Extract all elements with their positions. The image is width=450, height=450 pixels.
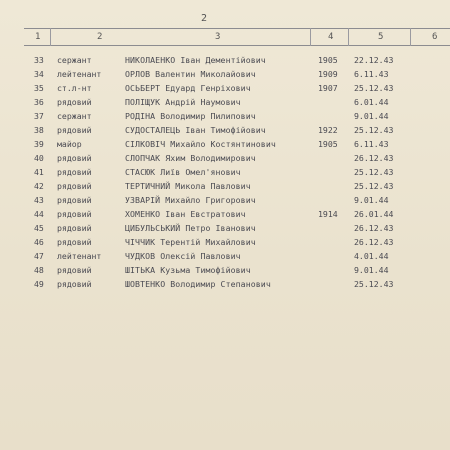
row-year: 1922 <box>318 125 338 135</box>
row-rank: сержант <box>57 55 92 65</box>
page-number: 2 <box>201 13 208 24</box>
column-divider <box>50 28 51 46</box>
row-rank: рядовий <box>57 97 92 107</box>
row-name: СЛОПЧАК Яхим Володимирович <box>125 153 256 163</box>
row-name: СТАСЮК Лиїв Омел'янович <box>125 167 241 177</box>
row-date: 6.11.43 <box>354 139 389 149</box>
table-row <box>0 123 450 138</box>
row-name: ОРЛОВ Валентин Миколайович <box>125 69 256 79</box>
row-rank: сержант <box>57 111 92 121</box>
row-number: 40 <box>34 153 44 163</box>
row-number: 49 <box>34 279 44 289</box>
table-row <box>0 207 450 222</box>
table-row <box>0 179 450 194</box>
row-number: 43 <box>34 195 44 205</box>
row-date: 6.11.43 <box>354 69 389 79</box>
table-row <box>0 193 450 208</box>
column-divider <box>348 28 349 46</box>
row-rank: майор <box>57 139 82 149</box>
row-rank: рядовий <box>57 195 92 205</box>
table-row <box>0 95 450 110</box>
header-top-rule <box>24 28 450 29</box>
table-row <box>0 109 450 124</box>
row-date: 25.12.43 <box>354 125 394 135</box>
header-col-5: 5 <box>378 32 384 42</box>
table-row <box>0 235 450 250</box>
row-date: 22.12.43 <box>354 55 394 65</box>
row-number: 48 <box>34 265 44 275</box>
row-date: 26.01.44 <box>354 209 394 219</box>
table-row <box>0 249 450 264</box>
row-number: 34 <box>34 69 44 79</box>
row-rank: рядовий <box>57 237 92 247</box>
row-date: 9.01.44 <box>354 111 389 121</box>
row-date: 26.12.43 <box>354 237 394 247</box>
header-col-4: 4 <box>328 32 334 42</box>
row-number: 37 <box>34 111 44 121</box>
row-year: 1905 <box>318 55 338 65</box>
row-name: ЧІЧЧИК Терентій Михайлович <box>125 237 256 247</box>
header-col-3: 3 <box>215 32 221 42</box>
header-bottom-rule <box>24 45 450 46</box>
row-name: ПОЛІЩУК Андрій Наумович <box>125 97 241 107</box>
header-col-6: 6 <box>432 32 438 42</box>
row-date: 26.12.43 <box>354 153 394 163</box>
row-name: СУДОСТАЛЕЦЬ Іван Тимофійович <box>125 125 266 135</box>
row-name: УЗВАРІЙ Михайло Григорович <box>125 195 256 205</box>
row-date: 6.01.44 <box>354 97 389 107</box>
row-rank: рядовий <box>57 153 92 163</box>
table-row <box>0 137 450 152</box>
table-row <box>0 277 450 292</box>
row-name: РОДІНА Володимир Пилипович <box>125 111 256 121</box>
row-number: 42 <box>34 181 44 191</box>
row-number: 35 <box>34 83 44 93</box>
row-name: ЧУДКОВ Олексій Павлович <box>125 251 241 261</box>
row-date: 9.01.44 <box>354 195 389 205</box>
row-rank: ст.л-нт <box>57 83 92 93</box>
row-name: ТЕРТИЧНИЙ Микола Павлович <box>125 181 251 191</box>
column-divider <box>310 28 311 46</box>
row-name: ШІТЬКА Кузьма Тимофійович <box>125 265 251 275</box>
header-col-1: 1 <box>35 32 41 42</box>
row-rank: рядовий <box>57 223 92 233</box>
row-number: 47 <box>34 251 44 261</box>
row-name: ОСЬБЕРТ Едуард Генріхович <box>125 83 251 93</box>
row-number: 33 <box>34 55 44 65</box>
row-number: 36 <box>34 97 44 107</box>
table-row <box>0 67 450 82</box>
row-name: ХОМЕНКО Іван Евстратович <box>125 209 246 219</box>
row-number: 44 <box>34 209 44 219</box>
table-row <box>0 263 450 278</box>
row-rank: рядовий <box>57 279 92 289</box>
row-name: НИКОЛАЕНКО Іван Дементійович <box>125 55 266 65</box>
row-year: 1914 <box>318 209 338 219</box>
row-number: 41 <box>34 167 44 177</box>
row-name: СІЛКОВІЧ Михайло Костянтинович <box>125 139 276 149</box>
row-rank: лейтенант <box>57 69 102 79</box>
row-rank: рядовий <box>57 181 92 191</box>
table-row <box>0 221 450 236</box>
row-date: 25.12.43 <box>354 181 394 191</box>
table-row <box>0 165 450 180</box>
row-rank: рядовий <box>57 167 92 177</box>
row-date: 9.01.44 <box>354 265 389 275</box>
row-number: 38 <box>34 125 44 135</box>
row-date: 25.12.43 <box>354 279 394 289</box>
column-divider <box>410 28 411 46</box>
row-year: 1905 <box>318 139 338 149</box>
table-row <box>0 151 450 166</box>
row-name: ШОВТЕНКО Володимир Степанович <box>125 279 271 289</box>
row-date: 25.12.43 <box>354 167 394 177</box>
row-year: 1909 <box>318 69 338 79</box>
row-date: 25.12.43 <box>354 83 394 93</box>
row-rank: рядовий <box>57 125 92 135</box>
row-number: 46 <box>34 237 44 247</box>
row-date: 4.01.44 <box>354 251 389 261</box>
row-rank: лейтенант <box>57 251 102 261</box>
header-col-2: 2 <box>97 32 103 42</box>
row-date: 26.12.43 <box>354 223 394 233</box>
row-number: 45 <box>34 223 44 233</box>
table-row <box>0 53 450 68</box>
row-name: ЦИБУЛЬСЬКИЙ Петро Іванович <box>125 223 256 233</box>
row-number: 39 <box>34 139 44 149</box>
row-rank: рядовий <box>57 209 92 219</box>
row-rank: рядовий <box>57 265 92 275</box>
table-row <box>0 81 450 96</box>
row-year: 1907 <box>318 83 338 93</box>
